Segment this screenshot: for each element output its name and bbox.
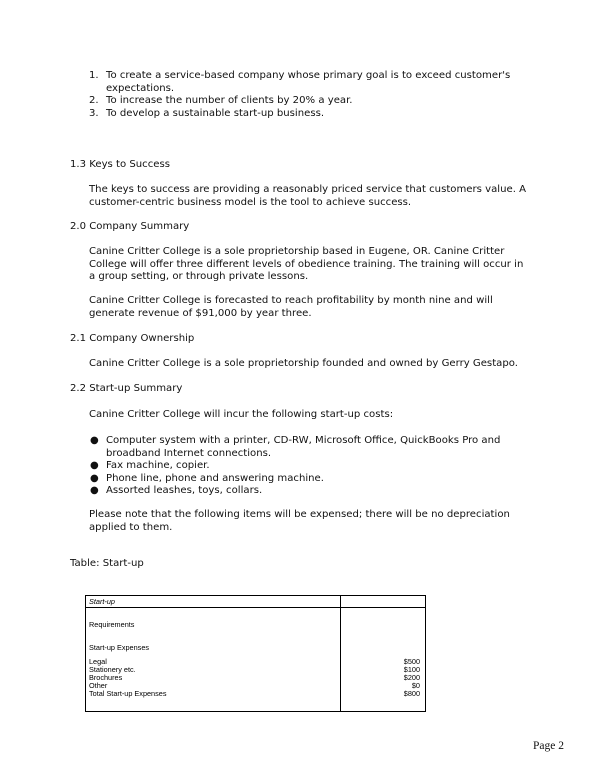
table-caption: Table: Start-up [70, 558, 144, 569]
profitability-paragraph: Canine Critter College is forecasted to reach profitability by month nine and will generate revenue of $91,000 by year three. [89, 295, 493, 319]
section-heading-startup: 2.2 Start-up Summary [70, 383, 183, 394]
list-item-text: Phone line, phone and answering machine. [106, 472, 324, 484]
ownership-paragraph: Canine Critter College is a sole proprietorship founded and owned by Gerry Gestapo. [89, 358, 518, 369]
list-number: 2. [89, 95, 99, 106]
bullet-icon: ● [90, 435, 99, 446]
table-row-value: $500 [403, 657, 420, 666]
section-heading-ownership: 2.1 Company Ownership [70, 333, 195, 344]
list-item-text: Fax machine, copier. [106, 460, 210, 471]
table-row-value: $0 [411, 681, 420, 690]
objectives-list [89, 70, 529, 120]
table-expenses-label: Start-up Expenses [89, 643, 150, 652]
table-row-value: $100 [403, 665, 420, 674]
table-requirements-label: Requirements [89, 620, 135, 629]
page-number: Page 2 [533, 740, 564, 752]
bullet-icon: ● [90, 485, 99, 496]
list-item [89, 95, 529, 108]
list-item [89, 473, 529, 486]
table-row-value: $200 [403, 673, 420, 682]
section-heading-company-summary: 2.0 Company Summary [70, 221, 190, 232]
list-item-text: To create a service-based company whose primary goal is to exceed customer's expectations. [106, 70, 511, 94]
expense-note: Please note that the following items will be expensed; there will be no depreciation applied to them. [89, 509, 510, 533]
list-item [89, 435, 529, 460]
table-row-label: Brochures [89, 673, 123, 682]
list-item [89, 460, 529, 473]
list-item [89, 70, 529, 95]
table-row-value: $800 [403, 689, 420, 698]
list-item-text: To develop a sustainable start-up business. [106, 107, 325, 119]
company-summary-paragraph: Canine Critter College is a sole proprietorship based in Eugene, OR. Canine Critter College will offer three different levels of obedience training. The training will occur in a group setting, or through private lessons. [89, 246, 524, 282]
list-item-text: Assorted leashes, toys, collars. [106, 485, 263, 496]
section-heading-keys: 1.3 Keys to Success [70, 159, 171, 170]
list-number: 1. [89, 70, 99, 81]
list-number: 3. [89, 107, 99, 119]
list-item-text: To increase the number of clients by 20% a year. [106, 95, 353, 106]
table-column-divider [340, 596, 341, 711]
table-row-label: Total Start-up Expenses [89, 689, 167, 698]
table-title: Start-up [89, 597, 115, 606]
table-row-label: Legal [89, 657, 107, 666]
startup-table [85, 595, 426, 712]
startup-intro: Canine Critter College will incur the following start-up costs: [89, 409, 394, 420]
table-header-divider [86, 607, 425, 608]
keys-paragraph: The keys to success are providing a reasonably priced service that customers value. A customer-centric business model is the tool to achieve success. [89, 184, 527, 208]
bullet-icon: ● [90, 460, 99, 471]
table-row-label: Stationery etc. [89, 665, 136, 674]
startup-costs-list [89, 435, 529, 498]
list-item-text: Computer system with a printer, CD-RW, Microsoft Office, QuickBooks Pro and broadband Internet connections. [106, 435, 501, 459]
list-item [89, 485, 529, 498]
list-item [89, 108, 529, 121]
bullet-icon: ● [90, 472, 99, 484]
table-row-label: Other [89, 681, 108, 690]
